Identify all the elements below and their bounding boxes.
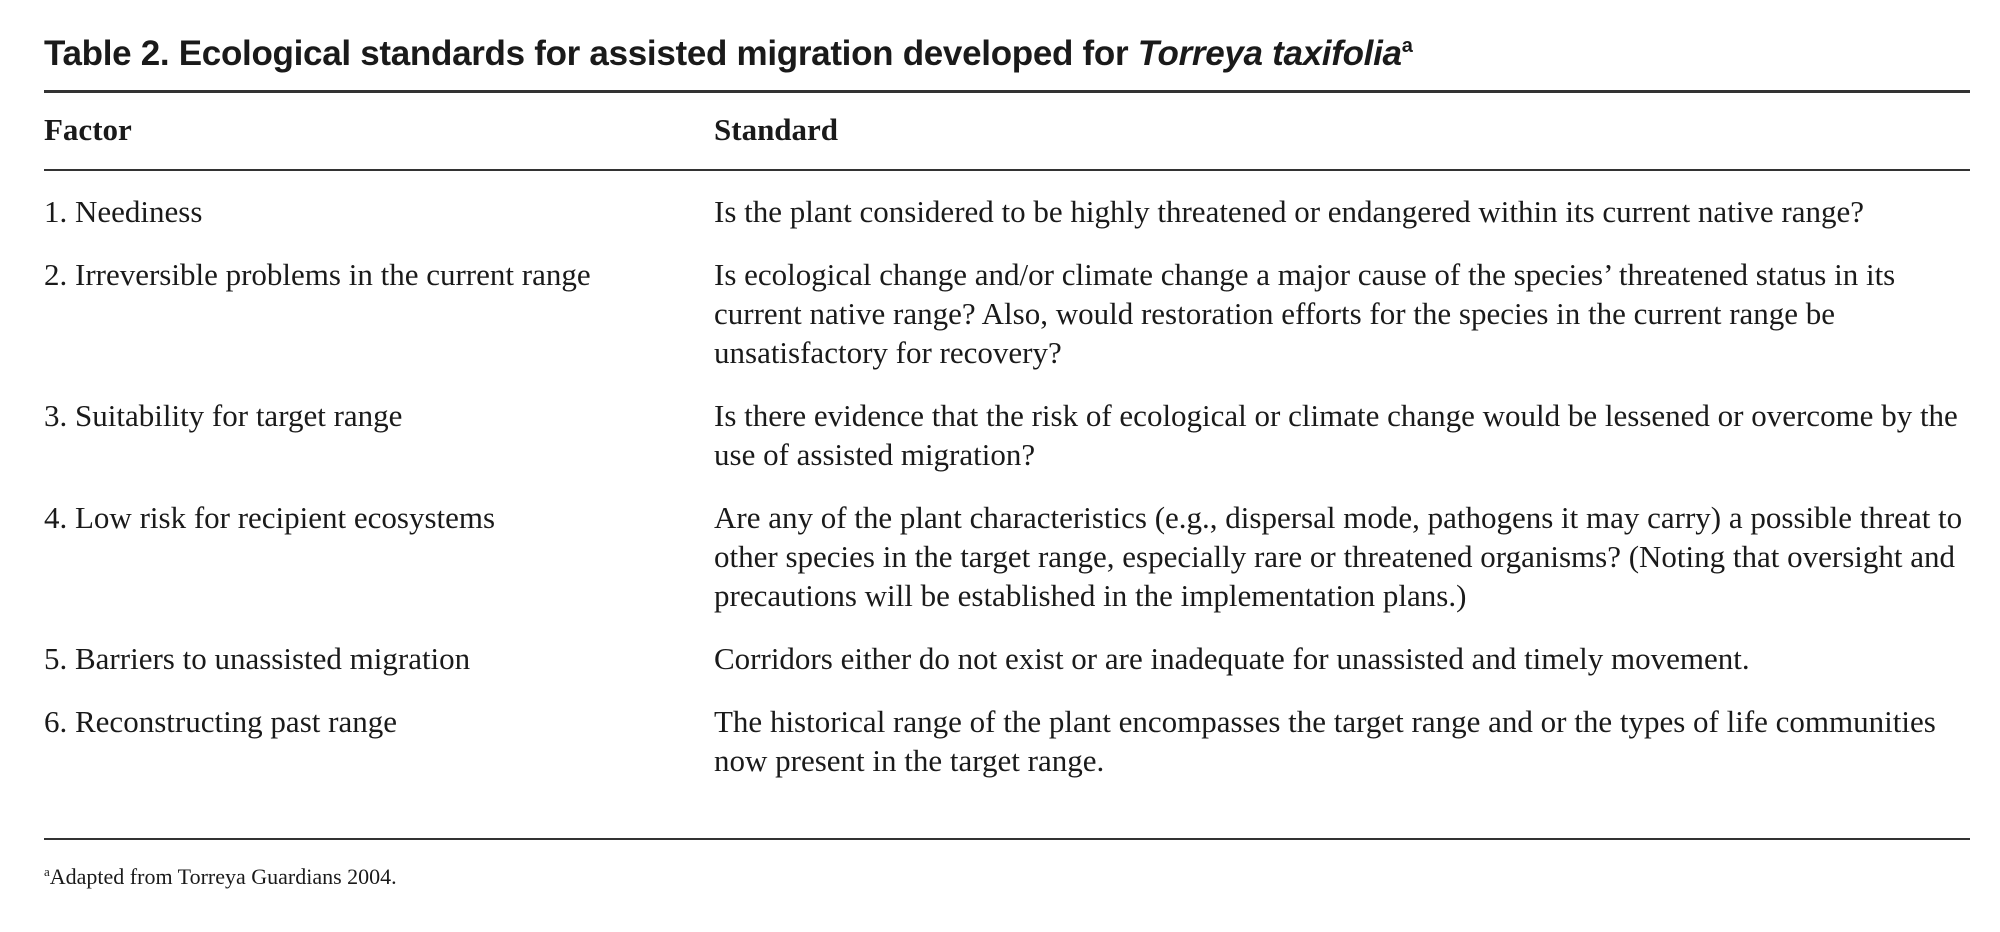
table-row	[44, 498, 1970, 615]
standard-cell: Is ecological change and/or climate change a major cause of the species’ threatened status in its current native range? Also, would restoration efforts for the species in the current range be unsatisfactory for recovery?	[714, 257, 1896, 370]
table-row	[44, 702, 1970, 780]
footnote-marker: a	[44, 864, 50, 879]
standard-cell: Are any of the plant characteristics (e.g., dispersal mode, pathogens it may carry) a possible threat to other species in the target range, especially rare or threatened organisms? (Noting that oversight and precautions will be established in the implementation plans.)	[714, 500, 1963, 613]
standard-cell: The historical range of the plant encompasses the target range and or the types of life communities now present in the target range.	[714, 704, 1936, 778]
header-factor: Factor	[44, 112, 132, 147]
table-row	[44, 639, 1970, 678]
top-rule	[44, 90, 1970, 93]
header-rule	[44, 169, 1970, 171]
caption-species: Torreya taxifolia	[1137, 34, 1402, 73]
factor-cell: 2. Irreversible problems in the current range	[44, 257, 591, 292]
standard-cell: Corridors either do not exist or are inadequate for unassisted and timely movement.	[714, 641, 1750, 676]
factor-cell: 1. Neediness	[44, 194, 203, 229]
table-row	[44, 396, 1970, 474]
standard-cell: Is there evidence that the risk of ecological or climate change would be lessened or overcome by the use of assisted migration?	[714, 398, 1958, 472]
bottom-rule	[44, 838, 1970, 840]
standard-cell: Is the plant considered to be highly threatened or endangered within its current native range?	[714, 194, 1865, 229]
table-row	[44, 192, 1970, 231]
caption-prefix: Table 2. Ecological standards for assisted migration developed for	[44, 34, 1138, 73]
caption-footnote-marker: a	[1401, 35, 1413, 57]
table-caption	[44, 34, 1413, 74]
footnote-text: Adapted from Torreya Guardians 2004.	[49, 864, 397, 889]
table-footnote	[44, 864, 397, 890]
factor-cell: 6. Reconstructing past range	[44, 704, 397, 739]
table-row	[44, 255, 1970, 372]
factor-cell: 5. Barriers to unassisted migration	[44, 641, 471, 676]
factor-cell: 3. Suitability for target range	[44, 398, 403, 433]
table-body	[44, 192, 1970, 804]
factor-cell: 4. Low risk for recipient ecosystems	[44, 500, 496, 535]
header-standard: Standard	[714, 112, 839, 147]
